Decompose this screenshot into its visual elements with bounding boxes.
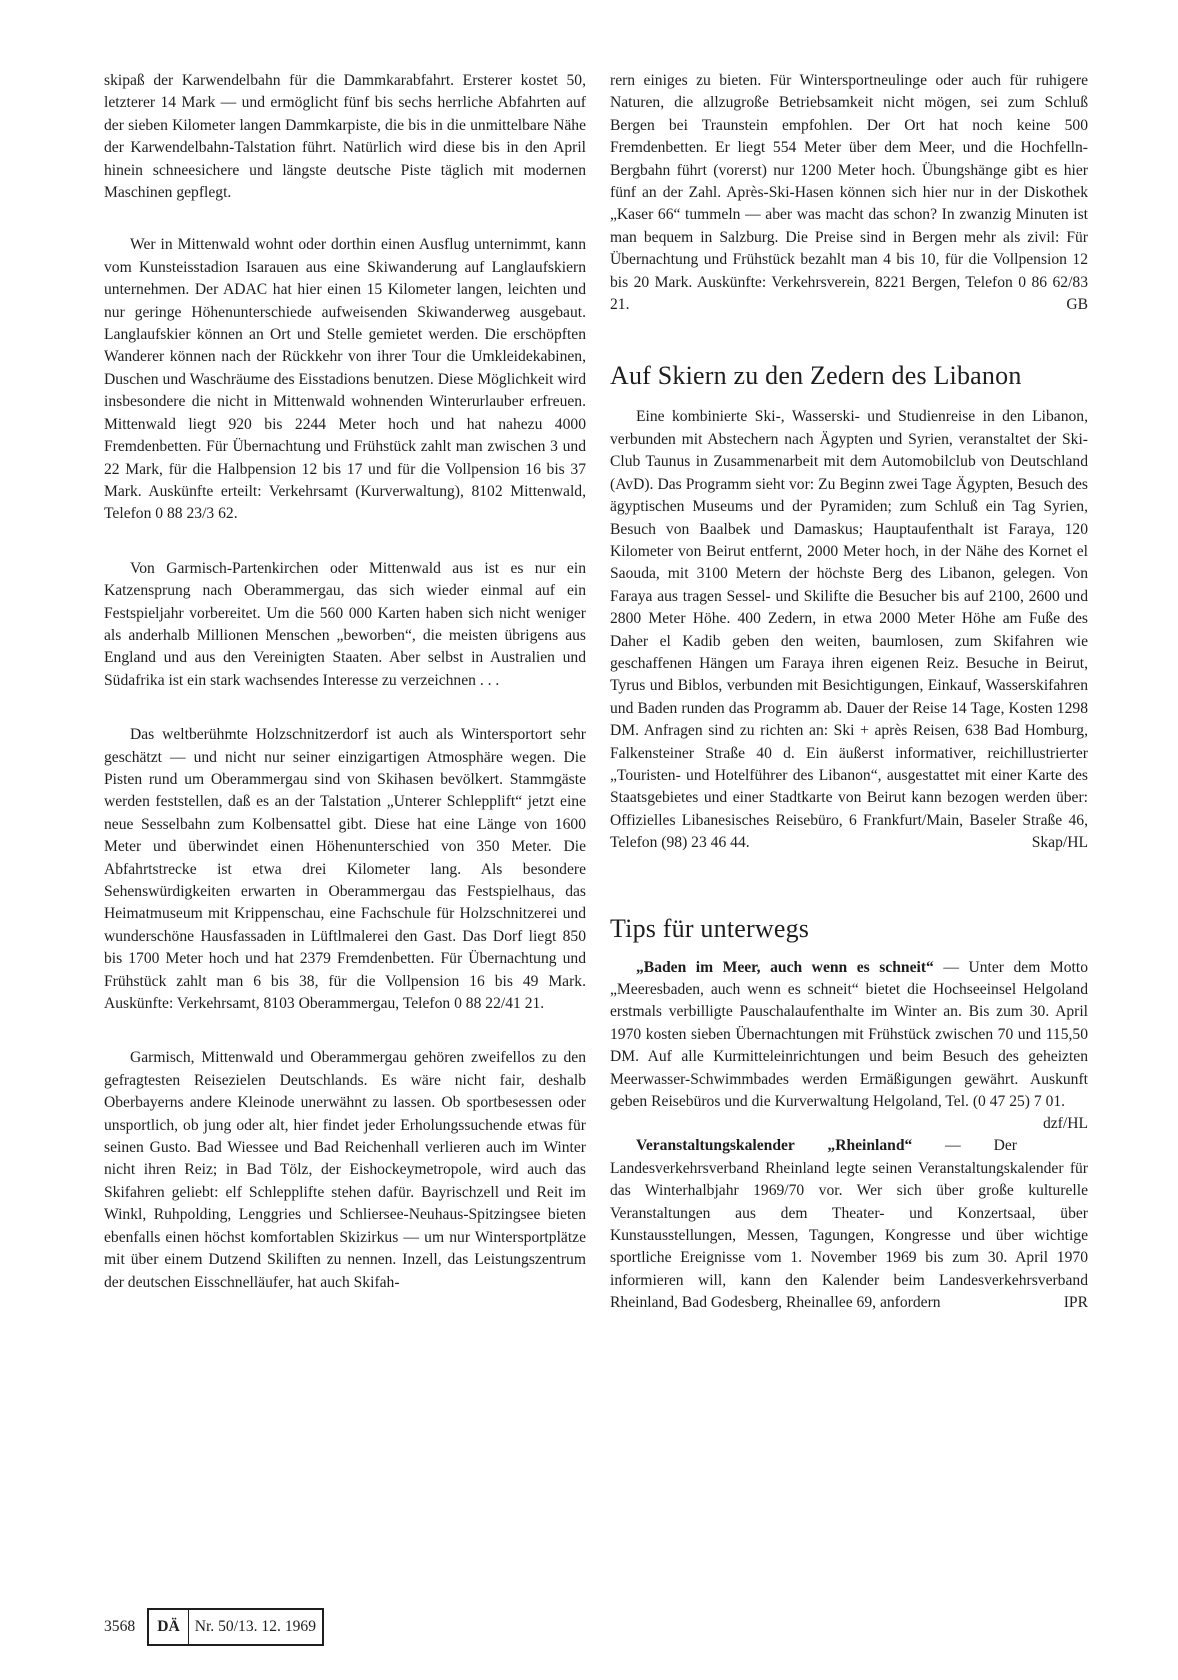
article-paragraph: Von Garmisch-Partenkirchen oder Mittenwald aus ist es nur ein Katzensprung nach Oberammergau, das sich wieder einmal auf ein Festspieljahr vorbereitet. Um die 560 000 Karten haben sich nicht weniger als anderhalb Millionen Menschen „beworben“, die meisten übrigens aus England und aus den Vereinigten Staaten. Aber selbst in Australien und Südafrika ist ein stark wachsendes Interesse zu verzeichnen . . .: [104, 559, 586, 689]
article-paragraph: Wer in Mittenwald wohnt oder dorthin einen Ausflug unternimmt, kann vom Kunsteisstadion Isarauen aus eine Skiwanderung auf Langlaufskiern unternehmen. Der ADAC hat hier einen 15 Kilometer langen, leichten und nur geringe Höhenunterschiede aufweisenden Skiwanderweg ausgebaut. Langlaufskier können an Ort und Stelle gemietet werden. Die erschöpften Wanderer können nach der Rückkehr von ihrer Tour die Umkleidekabinen, Duschen und Waschräume des Eisstadions benutzen. Diese Möglichkeit wird insbesondere die nicht in Mittenwald wohnenden Winterurlauber erfreuen. Mittenwald liegt 920 bis 2244 Meter hoch und hat nahezu 4000 Fremdenbetten. Für Übernachtung und Frühstück zahlt man zwischen 3 und 22 Mark, für die Halbpension 12 bis 17 und für die Vollpension 16 bis 37 Mark. Auskünfte erteilt: Verkehrsamt (Kurverwaltung), 8102 Mittenwald, Telefon 0 88 23/3 62.: [104, 236, 586, 523]
paragraph-text: rern einiges zu bieten. Für Wintersportneulinge oder auch für ruhigere Naturen, die allzugroße Betriebsamkeit nicht mögen, sei zum Schluß Bergen bei Traunstein empfohlen. Der Ort hat noch keine 500 Fremdenbetten. Er liegt 554 Meter über dem Meer, und die Hochfelln-Bergbahn führt (vorerst) nur 1200 Meter hoch. Übungshänge gibt es hier fünf an der Zahl. Après-Ski-Hasen können sich hier nur in der Diskothek „Kaser 66“ tummeln — aber was macht das schon? In zwanzig Minuten ist man bequem in Salzburg. Die Preise sind in Bergen mehr als zivil: Für Übernachtung und Frühstück bezahlt man 4 bis 10, für die Vollpension 12 bis 20 Mark. Auskünfte: Verkehrsverein, 8221 Bergen, Telefon 0 86 62/83 21.: [610, 72, 1088, 314]
article-paragraph: Garmisch, Mittenwald und Oberammergau gehören zweifellos zu den gefragtesten Reisezielen Deutschlands. Es wäre nicht fair, deshalb Oberbayerns andere Kleinode unerwähnt zu lassen. Ob sportbesessen oder unsportlich, ob jung oder alt, hier findet jeder Erholungssuchende etwas für seinen Gusto. Bad Wiessee und Bad Reichenhall verlieren auch im Winter nicht ihren Reiz; in Bad Tölz, der Eishockeymetropole, wird auch das Skifahren geliebt: elf Schlepplifte stehen dafür. Bayrischzell und Reit im Winkl, Ruhpolding, Lenggries und Schliersee-Neuhaus-Spitzingsee bieten ebenfalls einen höchst komfortablen Skizirkus — um nur Wintersportplätze mit über einem Dutzend Skiliften zu nennen. Inzell, das Leistungszentrum der deutschen Eisschnelläufer, hat auch Skifah-: [104, 1049, 586, 1291]
tip-text: — Unter dem Motto „Meeresbaden, auch wenn es schneit“ bietet die Hochseeinsel Helgoland erstmals verbilligte Pauschalaufenthalte im Winter an. Bis zum 30. April 1970 kosten sieben Übernachtungen mit Frühstück zwischen 70 und 115,50 DM. Auf alle Kurmitteleinrichtungen und beim Besuch des geheizten Meerwasser-Schwimmbades werden Ermäßigungen gewährt. Auskunft geben Reisebüros und die Kurverwaltung Helgoland, Tel. (0 47 25) 7 01.: [610, 958, 1088, 1111]
left-column: [104, 70, 586, 1326]
tip-text: — Der Landesverkehrsverband Rheinland legte seinen Veranstaltungskalender für das Winterhalbjahr 1969/70 vor. Wer sich über große kulturelle Veranstaltungen aus dem Theater- und Konzertsaal, über Kunstausstellungen, Messen, Tagungen, Kongresse und über wichtige sportliche Ereignisse vom 1. November 1969 bis zum 30. April 1970 informieren will, kann den Kalender beim Landesverkehrsverband Rheinland, Bad Godesberg, Rheinallee 69, anfordern: [610, 1137, 1088, 1312]
author-signature: dzf/HL: [1042, 1115, 1088, 1133]
journal-abbreviation: DÄ: [149, 1610, 189, 1644]
journal-issue-box: [147, 1608, 324, 1646]
section-headline: Tips für unterwegs: [610, 913, 810, 943]
article-headline: Auf Skiern zu den Zedern des Libanon: [610, 361, 1022, 391]
article-paragraph: [610, 70, 1088, 316]
author-signature: Skap/HL: [1031, 834, 1088, 852]
tip-paragraph: [610, 957, 1088, 1133]
tip-lead: Veranstaltungskalender „Rheinland“: [636, 1137, 913, 1155]
author-signature: IPR: [1063, 1294, 1088, 1312]
tip-paragraph: [610, 1135, 1088, 1314]
issue-date: Nr. 50/13. 12. 1969: [194, 1618, 317, 1635]
article-paragraph: [610, 406, 1088, 854]
tip-lead: „Baden im Meer, auch wenn es schneit“: [636, 958, 934, 976]
article-paragraph: skipaß der Karwendelbahn für die Dammkarabfahrt. Ersterer kostet 50, letzterer 14 Mark — und ermöglicht fünf bis sechs herrliche Abfahrten auf der sieben Kilometer langen Dammkarpiste, die bis in die unmittelbare Nähe der Karwendelbahn-Talstation führt. Natürlich wird diese bis in den April hinein schneesichere und längste deutsche Piste täglich mit modernen Maschinen gepflegt.: [104, 72, 586, 202]
right-column: [610, 70, 1088, 1347]
author-signature: GB: [1066, 296, 1088, 314]
page-footer: [104, 1608, 324, 1646]
page-number: 3568: [104, 1618, 136, 1635]
article-paragraph: Das weltberühmte Holzschnitzerdorf ist auch als Wintersportort sehr geschätzt — und nicht nur seiner einzigartigen Atmosphäre wegen. Die Pisten rund um Oberammergau sind von Skihasen bevölkert. Stammgäste werden feststellen, daß es an der Talstation „Unterer Schlepplift“ jetzt eine neue Sesselbahn zum Kolbensattel gibt. Diese hat eine Länge von 1600 Meter und überwindet einen Höhenunterschied von 350 Meter. Die Abfahrtstrecke ist etwa drei Kilometer lang. Als besondere Sehenswürdigkeiten erwarten in Oberammergau das Festspielhaus, das Heimatmuseum mit Krippenschau, eine Fachschule für Holzschnitzerei und wunderschöne Hausfassaden in Lüftlmalerei den Gast. Das Dorf liegt 850 bis 1700 Meter hoch und hat 2379 Fremdenbetten. Für Übernachtung und Frühstück zahlt man 6 bis 38, für die Vollpension 16 bis 49 Mark. Auskünfte: Verkehrsamt, 8103 Oberammergau, Telefon 0 88 22/41 21.: [104, 726, 586, 1013]
paragraph-text: Eine kombinierte Ski-, Wasserski- und Studienreise in den Libanon, verbunden mit Abstechern nach Ägypten und Syrien, veranstaltet der Ski-Club Taunus in Zusammenarbeit mit dem Automobilclub von Deutschland (AvD). Das Programm sieht vor: Zu Beginn zwei Tage Ägypten, Besuch des ägyptischen Museums und der Pyramiden; zum Schluß ein Tag Syrien, Besuch von Baalbek und Damaskus; Hauptaufenthalt ist Faraya, 120 Kilometer von Beirut entfernt, 2000 Meter hoch, in der Nähe des Kornet el Saouda, mit 3100 Metern der höchste Berg des Libanon, gelegen. Von Faraya aus tragen Sessel- und Skilifte die Besucher bis auf 2100, 2600 und 2800 Meter Höhe. 400 Zedern, in etwa 2000 Meter Höhe am Fuße des Daher el Kadib geben den weiten, baumlosen, zum Skifahren wie geschaffenen Hängen um Faraya ihren eigenen Reiz. Besuche in Beirut, Tyrus und Biblos, verbunden mit Besichtigungen, Einkauf, Wasserskifahren und Baden runden das Programm ab. Dauer der Reise 14 Tage, Kosten 1298 DM. Anfragen sind zu richten an: Ski + après Reisen, 638 Bad Homburg, Falkensteiner Straße 40 d. Ein äußerst informativer, reichillustrierter „Touristen- und Hotelführer des Libanon“, ausgestattet mit einer Karte des Staatsgebietes und einer Stadtkarte von Beirut kann bezogen werden über: Offizielles Libanesisches Reisebüro, 6 Frankfurt/Main, Baseler Straße 46, Telefon (98) 23 46 44.: [610, 408, 1088, 852]
